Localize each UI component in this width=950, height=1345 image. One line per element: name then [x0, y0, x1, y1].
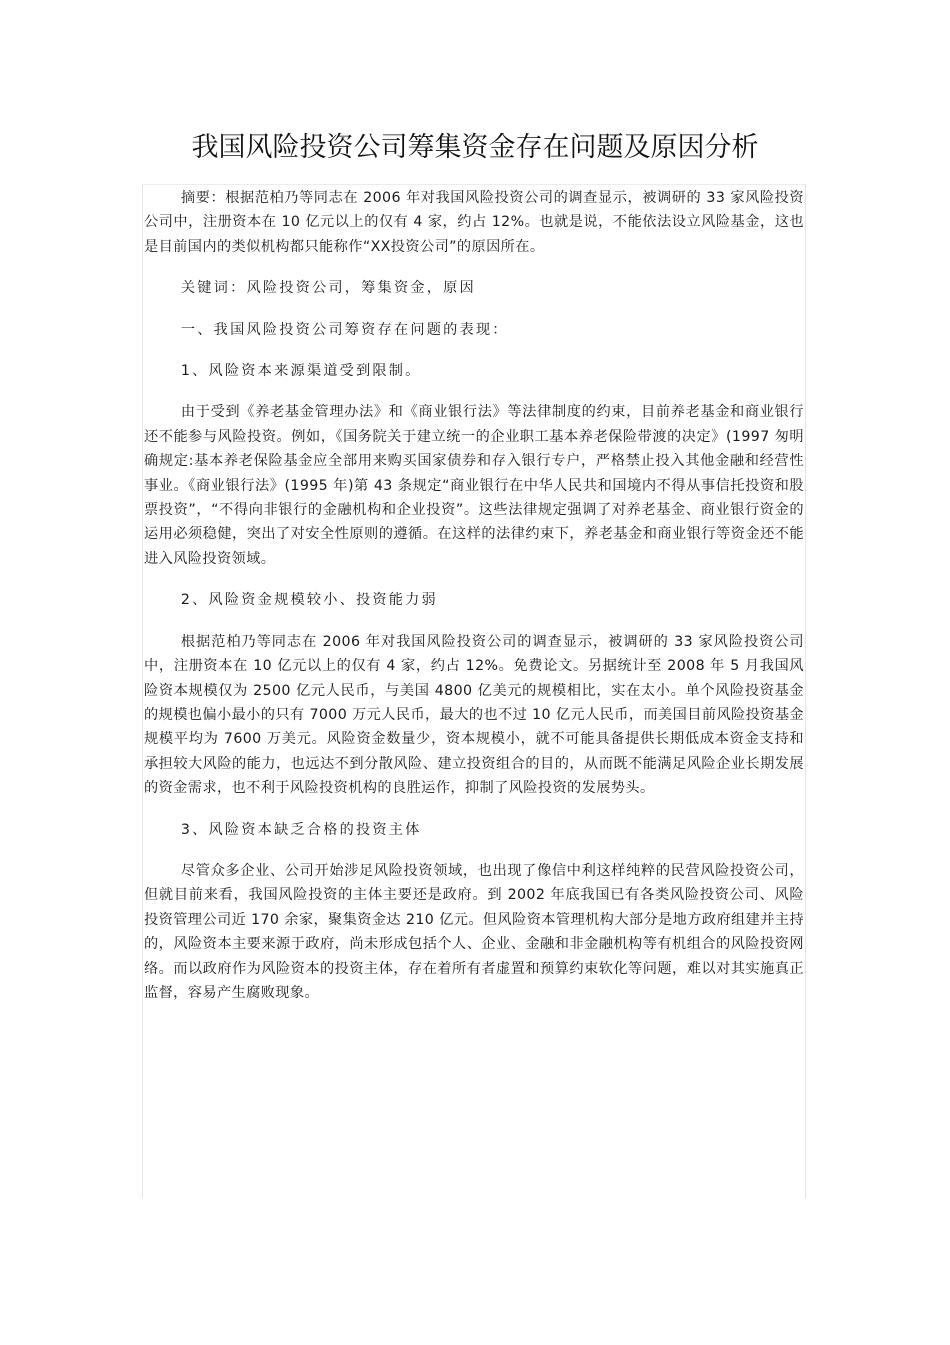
subsection-heading-3: 3、风险资本缺乏合格的投资主体: [180, 821, 422, 838]
document-title: 我国风险投资公司筹集资金存在问题及原因分析: [191, 132, 759, 163]
body-paragraph-3: 尽管众多企业、公司开始涉足风险投资领域，也出现了像信中利这样纯粹的民营风险投资公司，但就目前来看，我国风险投资的主体主要还是政府。到 2002 年底我国已有各类风险投资公司、风险投资管理公司近 170 余家，聚集资金达 210 亿元。但风险资本管理机构大部分是地方政府组建并主持的，风险资本主要来源于政府，尚未形成包括个人、企业、金融和非金融机构等有机组合的风险投资网络。而以政府作为风险资本的投资主体，存在着所有者虚置和预算约束软化等问题，难以对其实施真正监督，容易产生腐败现象。: [144, 862, 804, 1001]
keywords-paragraph: 关键词：风险投资公司，筹集资金，原因: [180, 280, 476, 297]
subsection-heading-1: 1、风险资本来源渠道受到限制。: [180, 363, 422, 380]
document-body: [144, 186, 804, 1022]
abstract-paragraph: 摘要：根据范柏乃等同志在 2006 年对我国风险投资公司的调查显示，被调研的 33 家风险投资公司中，注册资本在 10 亿元以上的仅有 4 家，约占 12%。也就是说，不能依法设立风险基金，这也是目前国内的类似机构都只能称作“XX投资公司”的原因所在。: [144, 190, 804, 255]
subsection-heading-2: 2、风险资金规模较小、投资能力弱: [180, 592, 438, 609]
body-paragraph-1: 由于受到《养老基金管理办法》和《商业银行法》等法律制度的约束，目前养老基金和商业银行还不能参与风险投资。例如，《国务院关于建立统一的企业职工基本养老保险带渡的决定》(1997 匆明确规定:基本养老保险基金应全部用来购买国家债券和存入银行专户，严格禁止投入其他金融和经营性事业。《商业银行法》(1995 年)第 43 条规定“商业银行在中华人民共和国境内不得从事信托投资和股票投资”，“不得向非银行的金融机构和企业投资”。这些法律规定强调了对养老基金、商业银行资金的运用必须稳健，突出了对安全性原则的遵循。在这样的法律约束下，养老基金和商业银行等资金还不能进入风险投资领域。: [144, 404, 804, 567]
section-heading-1: 一、我国风险投资公司筹资存在问题的表现：: [180, 321, 509, 338]
body-paragraph-2: 根据范柏乃等同志在 2006 年对我国风险投资公司的调查显示，被调研的 33 家风险投资公司中，注册资本在 10 亿元以上的仅有 4 家，约占 12%。免费论文。另据统计至 2008 年 5 月我国风险资本规模仅为 2500 亿元人民币，与美国 4800 亿美元的规模相比，实在太小。单个风险投资基金的规模也偏小最小的只有 7000 万元人民币，最大的也不过 10 亿元人民币，而美国目前风险投资基金规模平均为 7600 万美元。风险资金数量少，资本规模小，就不可能具备提供长期低成本资金支持和承担较大风险的能力，也远达不到分散风险、建立投资组合的目的，从而既不能满足风险企业长期发展的资金需求，也不利于风险投资机构的良胜运作，抑制了风险投资的发展势头。: [144, 633, 804, 797]
